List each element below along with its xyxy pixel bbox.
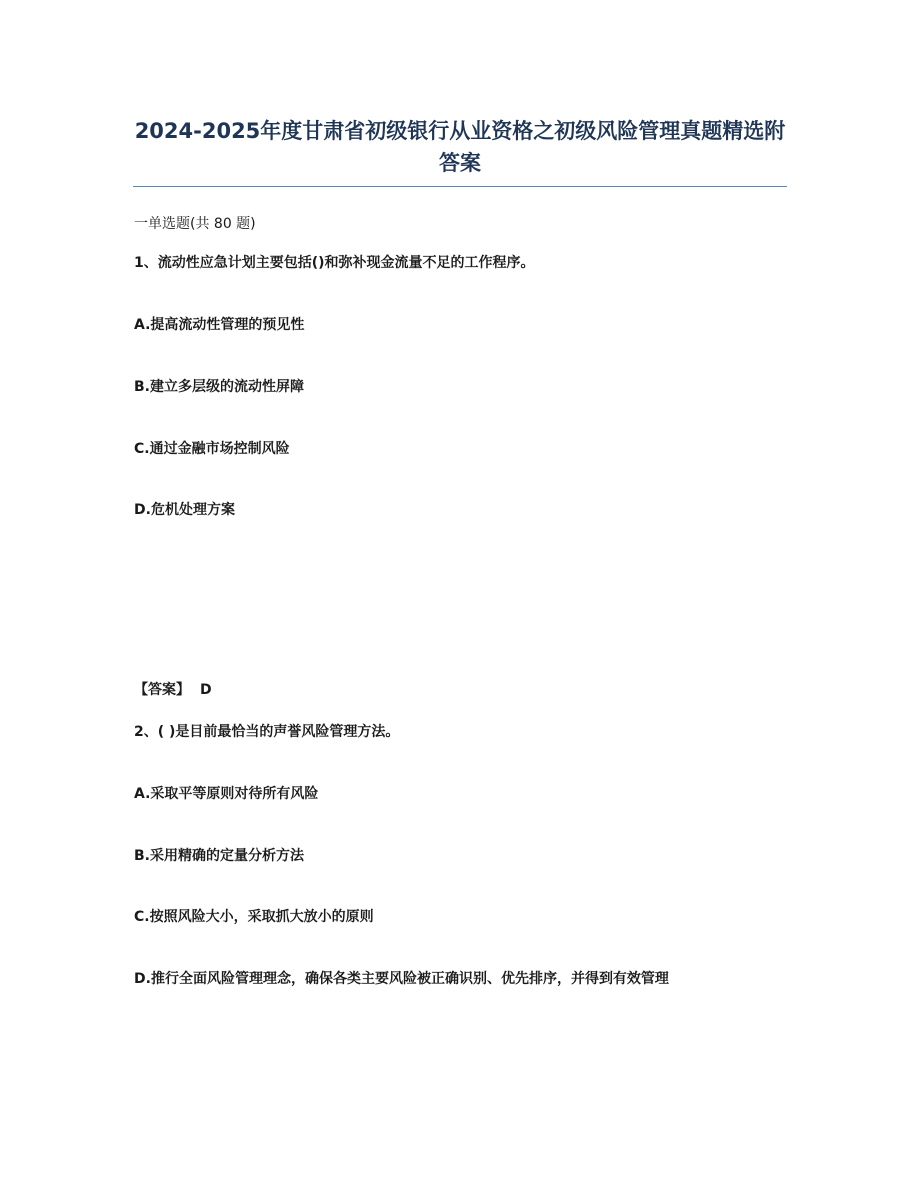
answer-value: D: [200, 682, 212, 698]
document-title: 2024-2025年度甘肃省初级银行从业资格之初级风险管理真题精选附答案: [134, 119, 786, 175]
question-1-answer: [134, 680, 212, 700]
question-1-option-b: B.建立多层级的流动性屏障: [134, 379, 304, 395]
question-2-option-c: C.按照风险大小，采取抓大放小的原则: [134, 909, 374, 925]
question-2-option-b: B.采用精确的定量分析方法: [134, 848, 304, 864]
section-heading: 一单选题(共 80 题): [134, 216, 256, 232]
question-1-option-a: A.提高流动性管理的预见性: [134, 317, 305, 333]
question-2-stem: 2、( )是目前最恰当的声誉风险管理方法。: [134, 724, 400, 740]
question-2-option-a: A.采取平等原则对待所有风险: [134, 786, 319, 802]
question-1-option-d: D.危机处理方案: [134, 502, 235, 518]
title-underline: [133, 186, 787, 187]
question-1-option-c: C.通过金融市场控制风险: [134, 441, 290, 457]
question-2-option-d: D.推行全面风险管理理念，确保各类主要风险被正确识别、优先排序，并得到有效管理: [134, 971, 669, 987]
answer-label: 【答案】: [134, 682, 190, 698]
question-1-stem: 1、流动性应急计划主要包括()和弥补现金流量不足的工作程序。: [134, 255, 535, 271]
